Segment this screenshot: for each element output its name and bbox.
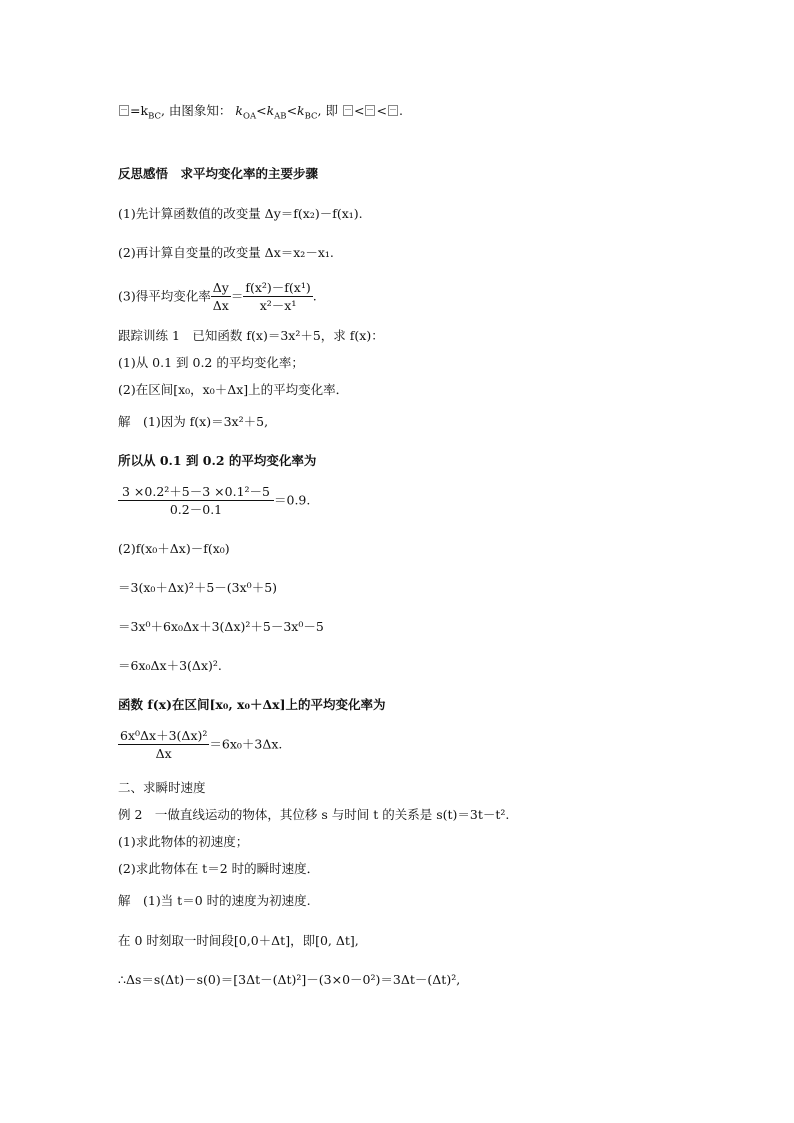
- practice-s2-line-1: (2)f(x₀＋Δx)－f(x₀): [118, 541, 230, 556]
- missing-glyph-icon: [388, 105, 398, 116]
- period: .: [312, 288, 317, 304]
- example-2-solution-3: ∴Δs＝s(Δt)－s(0)＝[3Δt－(Δt)²]－(3×0－0²)＝3Δt－(Δt)²,: [118, 972, 461, 987]
- practice-s2-line-4: ＝6x₀Δx＋3(Δx)².: [118, 658, 222, 673]
- practice-question-2: (2)在区间[x₀，x₀＋Δx]上的平均变化率．: [118, 382, 349, 397]
- practice-s2-fraction-line: [118, 728, 282, 761]
- fraction-numerator: f(x²)－f(x¹): [245, 280, 311, 295]
- fraction-numerator: Δy: [212, 280, 229, 295]
- k-symbol: k: [266, 103, 275, 118]
- example-2-question-2: (2)求此物体在 t＝2 时的瞬时速度．: [118, 861, 320, 876]
- section-2-heading: 二、求瞬时速度: [118, 780, 206, 795]
- example-2-solution-1: 解 (1)当 t＝0 时的速度为初速度.: [118, 893, 311, 908]
- equals: ＝: [230, 288, 244, 304]
- reflection-step-3: [118, 280, 317, 313]
- k-symbol: k: [297, 103, 305, 118]
- example-2-solution-2: 在 0 时刻取一时间段[0,0＋Δt]，即[0, Δt],: [118, 933, 359, 948]
- subscript: BC: [148, 111, 161, 122]
- practice-s2-line-5: 函数 f(x)在区间[x₀, x₀＋Δx]上的平均变化率为: [118, 697, 386, 712]
- fraction-result: ＝0.9.: [274, 492, 311, 508]
- text-segment: , 由图象知：: [160, 103, 232, 118]
- period: .: [398, 103, 403, 118]
- missing-glyph-icon: [365, 105, 375, 116]
- fraction-denominator: Δx: [155, 746, 172, 761]
- equation-text: =k: [130, 103, 149, 118]
- missing-glyph-icon: [119, 105, 129, 116]
- step3-prefix: (3)得平均变化率: [118, 288, 211, 304]
- fraction-denominator: 0.2－0.1: [169, 502, 223, 517]
- fraction-result: ＝6x₀＋3Δx.: [209, 736, 283, 752]
- subscript: BC: [304, 111, 318, 122]
- fraction-dy-dx: [211, 280, 231, 313]
- practice-question-1: (1)从 0.1 到 0.2 的平均变化率；: [118, 355, 304, 370]
- subscript: AB: [274, 111, 287, 122]
- practice-fraction-line: [118, 484, 310, 517]
- less-than: <: [286, 103, 298, 118]
- fraction-denominator: Δx: [212, 298, 229, 313]
- practice-s2-line-2: ＝3(x₀＋Δx)²＋5－(3x⁰＋5): [118, 580, 278, 595]
- k-symbol: k: [235, 103, 243, 118]
- less-than: <: [353, 103, 365, 118]
- practice-s2-line-3: ＝3x⁰＋6x₀Δx＋3(Δx)²＋5－3x⁰－5: [118, 619, 324, 634]
- fraction-interval-rate: [118, 728, 209, 761]
- missing-glyph-icon: [343, 105, 353, 116]
- example-2: 例 2 一做直线运动的物体，其位移 s 与时间 t 的关系是 s(t)＝3t－t².: [118, 807, 510, 822]
- reflection-title: 反思感悟 求平均变化率的主要步骤: [118, 166, 319, 181]
- reflection-step-1: (1)先计算函数值的改变量 Δy＝f(x₂)－f(x₁).: [118, 206, 363, 221]
- subscript: OA: [243, 111, 257, 122]
- example-2-question-1: (1)求此物体的初速度；: [118, 834, 249, 849]
- fraction-average-rate: [118, 484, 274, 517]
- fraction-numerator: 6x⁰Δx＋3(Δx)²: [120, 728, 208, 743]
- fraction-numerator: 3 ×0.2²＋5－3 ×0.1²－5: [118, 484, 274, 501]
- text-segment: , 即: [317, 103, 338, 118]
- less-than: <: [376, 103, 387, 118]
- top-formula-line: [118, 103, 403, 122]
- reflection-step-2: (2)再计算自变量的改变量 Δx＝x₂－x₁.: [118, 245, 334, 260]
- fraction-denominator: x²－x¹: [259, 298, 297, 313]
- fraction-difference: [243, 280, 312, 313]
- practice-solution-1: 解 (1)因为 f(x)＝3x²＋5,: [118, 414, 269, 429]
- practice-heading: 跟踪训练 1 已知函数 f(x)＝3x²＋5，求 f(x)：: [118, 328, 384, 343]
- practice-solution-1b: 所以从 0.1 到 0.2 的平均变化率为: [118, 453, 317, 468]
- less-than: <: [256, 103, 267, 118]
